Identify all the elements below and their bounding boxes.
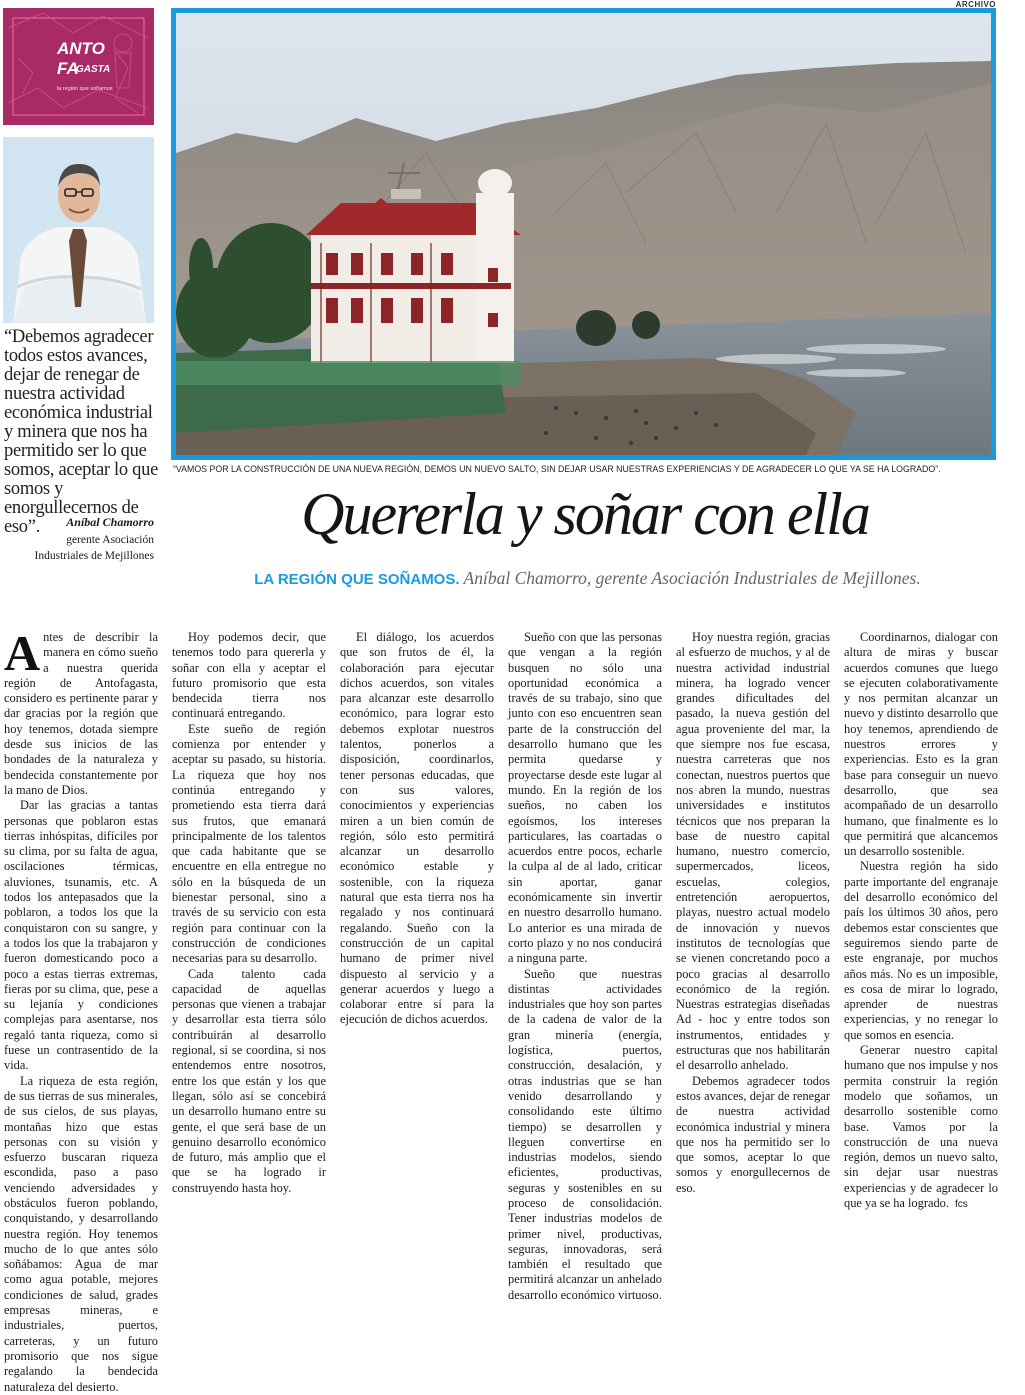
author-role <box>35 532 154 564</box>
article-paragraph: Hoy podemos decir, que tenemos todo para quererla y soñar con ella y aceptar el futuro promisorio que esta bendecida tierra nos continuará entregando. <box>172 630 326 721</box>
article-paragraph: Hoy nuestra región, gracias al esfuerzo de muchos, y al de nuestra actividad industrial minera, ha logrado vencer grandes dificultades del pasado, la nueva gestión del agua proveniente del mar, la que siempre nos fue escasa, nuestra carreteras que nos conectan, nuestros puertos que nos abren la mundo, nuestras universidades e institutos técnicos que nos preparan la base de nuestro capital humano, nuestro comercio, supermercados, liceos, escuelas, colegios, entretención aeropuertos, playas, nuestro actual modelo de innovación y nuevos institutos de tecnologías que se vienen concretando poco a poco gracias al desarrollo económico de la región. Nuestras estrategias diseñadas Ad - hoc y entre todos son instrumentos, entidades y estructuras que nos habilitarán el desarrollo anhelado. <box>676 630 830 1073</box>
author-role-line2: Industriales de Mejillones <box>34 550 154 562</box>
logo-line3: GASTA <box>76 64 111 75</box>
author-role-line1: gerente Asociación <box>66 534 154 546</box>
article-paragraph: Dar las gracias a tantas personas que poblaron estas tierras inhóspitas, difíciles por su clima, por su falta de agua, oscilaciones térmicas, aluviones, tsunamis, etc. A todos los antepasados que la poblaron, a todos los que la conquistaron con su sangre, y a todos los que la trabajaron y fueron domesticando poco a poco a estas tierras extremas, fieras por su clima, que, pese a su lejanía y condiciones complejas para asentarse, nos regaló tanta riqueza, como si fuese un contrasentido de la vida. <box>4 798 158 1073</box>
deck-text: Aníbal Chamorro, gerente Asociación Industriales de Mejillones. <box>463 568 921 588</box>
pull-quote: “Debemos agradecer todos estos avances, dejar de renegar de nuestra actividad económica industrial y minera que nos ha permitido ser lo que somos, aceptar lo que somos y enorgullecernos de eso”. <box>4 327 158 537</box>
logo-tagline: la región que soñamos <box>57 86 113 92</box>
column-logo <box>3 8 154 125</box>
author-name: Aníbal Chamorro <box>66 515 154 529</box>
article-paragraph: Sueño con que las personas que vengan a la región busquen no sólo una oportunidad económica a través de su trabajo, sino que junto con eso encuentren sean parte de la construcción del desarrollo humano que les permita quedarse y proyectarse desde este lugar al mundo. En la región de los sueños, no caben los egoísmos, los intereses particulares, las coartadas o acuerdos entre pocos, echarle la culpa al de al lado, criticar sin aportar, ganar económicamente sin invertir en nuestro desarrollo humano. Lo anterior es una mirada de corto plazo y no nos conducirá a ninguna parte. <box>508 630 662 966</box>
article-column-1 <box>4 625 158 1394</box>
photo-caption: “VAMOS POR LA CONSTRUCCIÓN DE UNA NUEVA REGIÓN, DEMOS UN NUEVO SALTO, SIN DEJAR USAR NUESTRAS EXPERIENCIAS Y DE AGRADECER LO QUE YA SE HA LOGRADO”. <box>173 464 941 474</box>
section-label: ARCHIVO <box>955 0 996 9</box>
article-paragraph: La riqueza de esta región, de sus tierras de sus minerales, de sus cielos, de sus playas, montañas hizo que estas personas con su visión y esfuerzo buscaran riqueza escondida, paso a paso venciendo adversidades y obstáculos fueron poblando, conquistando, y desarrollando nuestra región. Hoy tenemos mucho de lo que antes sólo soñábamos: Agua de mar como agua potable, mejores condiciones de salud, grades empresas mineras, e industriales, puertos, carreteras, y un futuro promisorio que nos sigue regalando la bendecida naturaleza del desierto. <box>4 1073 158 1394</box>
paragraph-text: Generar nuestro capital humano que nos impulse y nos permita construir la región modelo que soñamos, un desarrollo sostenible como base. Vamos por la construcción de una nueva región, demos un nuevo salto, sin dejar usar nuestras experiencias y de agradecer lo que ya se ha logrado. <box>844 1043 998 1210</box>
article-paragraph: Coordinarnos, dialogar con altura de miras y buscar acuerdos comunes que luego se ejecuten colaborativamente y nos permitan alcanzar un nuevo y distinto desarrollo que hoy tenemos, aprendiendo de nuestros errores y experiencias. Esto es la gran base para conseguir un nuevo desarrollo, que sea acompañado de un desarrollo humano, que finalmente es lo que permitirá que alcancemos un desarrollo sostenible. <box>844 630 998 859</box>
article-body <box>4 625 998 1394</box>
deck <box>150 568 1025 589</box>
article-column-3 <box>340 630 494 1185</box>
logo-line1: ANTO <box>57 39 105 58</box>
article-paragraph: Sueño que nuestras distintas actividades industriales que hoy son partes de la cadena de valor de la gran minería (energía, logística, puertos, construcción, desalación, y otras industrias que se han venido desarrollando y consolidando este último tiempo) se desarrollen y lleguen convertirse en industrias modelos, siendo eficientes, productivas, seguras y sostenibles en su proceso de consolidación. Tener industrias modelos de primer nivel, productivas, seguras, innovadoras, será también el resultado que permitirá alcanzar un anhelado desarrollo económico virtuoso. <box>508 966 662 1302</box>
article-paragraph <box>844 1043 998 1212</box>
article-column-5 <box>676 630 830 1195</box>
paragraph-text: ntes de describir la manera en cómo sueño a nuestra querida región de Antofagasta, considero es pertinente parar y dar gracias por la región que hoy tenemos, dotada siempre desde sus inicios de las bondades de la naturaleza y bendecida constantemente por la mano de Dios. <box>4 630 158 797</box>
logo-artwork <box>3 8 154 125</box>
author-portrait <box>3 137 154 323</box>
article-paragraph: Este sueño de región comienza por entender y aceptar su pasado, su historia. La riqueza que hoy nos continúa entregando y prometiendo esta tierra dará sus frutos, que emanará principalmente de los talentos que cada habitante que se encuentre en ella entregue no sólo en la búsqueda de un bienestar personal, sino a través de su servicio con esta región para continuar con la construcción de condiciones necesarias para su desarrollo. <box>172 721 326 966</box>
article-paragraph: El diálogo, los acuerdos que son frutos de él, la colaboración para ejecutar dichos acuerdos, son vitales para alcanzar este desarrollo económico, para lograr esto debemos explotar nuestros talentos, ponerlos a disposición, coordinarlos, tener personas educadas, que con sus valores, conocimientos y experiencias miren a un bien común de región, sólo esto permitirá alcanzar un desarrollo económico estable y sostenible, con la riqueza natural que esta tierra nos ha regalado y nos continuará regalando. Sueño con la construcción de un capital humano de primer nivel dispuesto al servicio y a generar acuerdos y luego a colaborar entre sí para la ejecución de dichos acuerdos. <box>340 630 494 1027</box>
article-paragraph: Nuestra región ha sido parte importante del engranaje del desarrollo económico del país los últimos 30 años, pero debemos estar conscientes que seguiremos siendo parte de este engranaje, por muchos años más. No es un imposible, es cosa de mirar lo logrado, aprender de nuestras experiencias, y no renegar lo que somos en esencia. <box>844 859 998 1042</box>
logo-line2: FA <box>57 59 79 78</box>
deck-kicker: LA REGIÓN QUE SOÑAMOS. <box>254 571 460 588</box>
headline: Quererla y soñar con ella <box>301 481 869 547</box>
article-column-2 <box>172 630 326 1195</box>
article-column-6 <box>844 630 998 1210</box>
drop-cap: A <box>4 625 41 681</box>
feature-photo <box>171 8 996 460</box>
article-paragraph: Cada talento cada capacidad de aquellas personas que vienen a trabajar y desarrollar esta tierra sólo contribuirán al desarrollo regional, si se coordina, si nos entendemos entre nosotros, entre los que están y los que llegan, sólo así se concebirá un desarrollo humano entre su gente, el que será base de un genuino desarrollo económico de futuro, más amplio que el que se ha logrado ir construyendo hasta hoy. <box>172 966 326 1195</box>
article-paragraph <box>4 625 158 798</box>
article-column-4 <box>508 630 662 1302</box>
article-paragraph: Debemos agradecer todos estos avances, dejar de renegar de nuestra actividad económica industrial y minera que nos ha permitido ser lo que somos, aceptar lo que somos y enorgullecernos de eso. <box>676 1073 830 1195</box>
end-mark: fcs <box>954 1198 968 1210</box>
